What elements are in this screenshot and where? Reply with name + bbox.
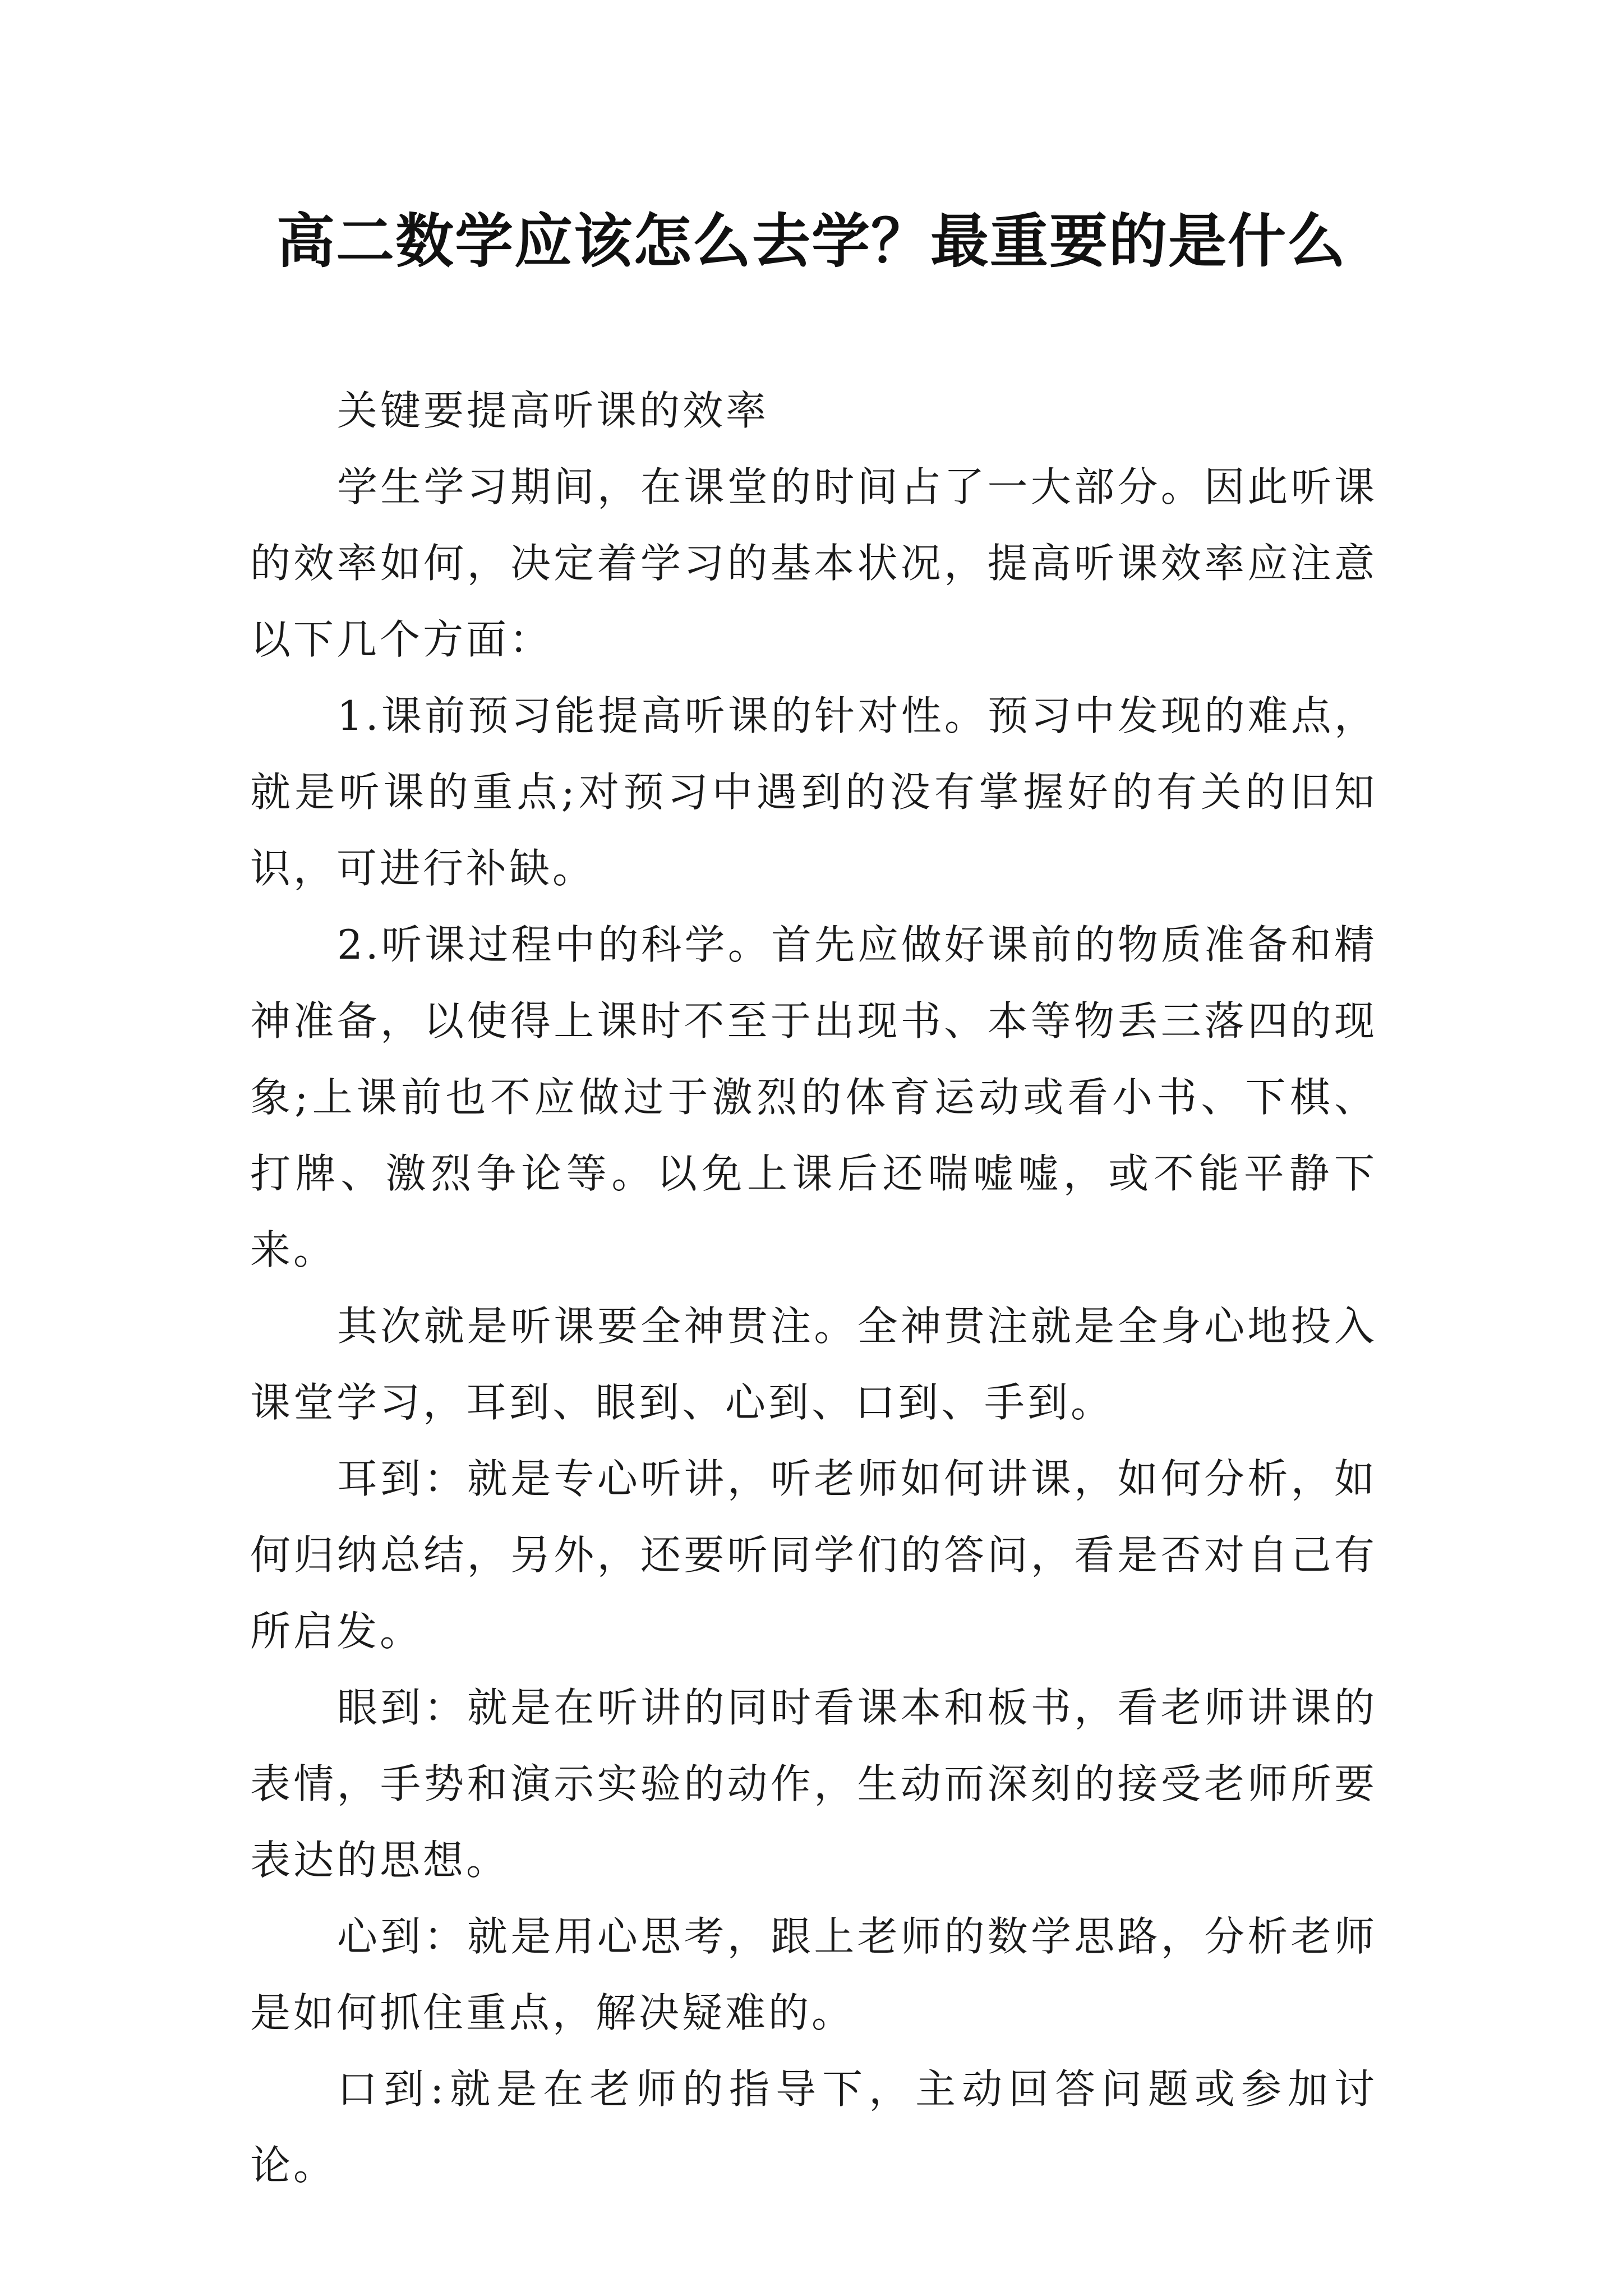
paragraph-heart: 心到：就是用心思考，跟上老师的数学思路，分析老师是如何抓住重点，解决疑难的。 [250, 1913, 1377, 2036]
paragraph-mouth: 口到:就是在老师的指导下，主动回答问题或参加讨论。 [250, 2065, 1377, 2189]
paragraph-item-1-preview: 1.课前预习能提高听课的针对性。预习中发现的难点，就是听课的重点;对预习中遇到的没有掌握好的有关的旧知识，可进行补缺。 [250, 692, 1377, 892]
paragraph-ears: 耳到：就是专心听讲，听老师如何讲课，如何分析，如何归纳总结，另外，还要听同学们的答问，看是否对自己有所启发。 [250, 1455, 1377, 1655]
paragraph-key-point: 关键要提高听课的效率 [337, 387, 769, 434]
paragraph-eyes: 眼到：就是在听讲的同时看课本和板书，看老师讲课的表情，手势和演示实验的动作，生动而深刻的接受老师所要表达的思想。 [250, 1684, 1377, 1884]
document-title: 高二数学应该怎么去学？最重要的是什么 [276, 206, 1347, 275]
paragraph-focus: 其次就是听课要全神贯注。全神贯注就是全身心地投入课堂学习，耳到、眼到、心到、口到、手到。 [250, 1303, 1377, 1426]
document-body [250, 372, 1377, 2203]
paragraph-item-2-listening: 2.听课过程中的科学。首先应做好课前的物质准备和精神准备，以使得上课时不至于出现书、本等物丢三落四的现象;上课前也不应做过于激烈的体育运动或看小书、下棋、打牌、激烈争论等。以免上课后还喘嘘嘘，或不能平静下来。 [250, 921, 1377, 1273]
paragraph-intro: 学生学习期间，在课堂的时间占了一大部分。因此听课的效率如何，决定着学习的基本状况，提高听课效率应注意以下几个方面： [250, 463, 1377, 663]
